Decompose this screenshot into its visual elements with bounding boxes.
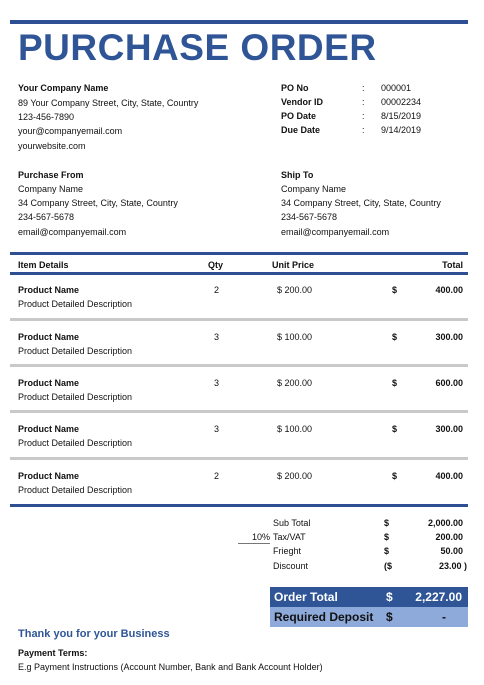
row-total: 600.00 — [435, 378, 463, 388]
po-date-value: 8/15/2019 — [381, 111, 422, 121]
row-product-name: Product Name — [18, 471, 80, 481]
order-total-value: 2,227.00 — [415, 590, 462, 604]
purchase-from-address: 34 Company Street, City, State, Country — [18, 198, 178, 208]
vendor-id-value: 00002234 — [381, 97, 422, 107]
row-product-desc: Product Detailed Description — [18, 438, 133, 448]
table-bottom-rule — [10, 504, 468, 507]
row-product-desc: Product Detailed Description — [18, 485, 133, 495]
row-qty: 2 — [214, 471, 220, 481]
row-product-name: Product Name — [18, 424, 80, 434]
deposit-label: Required Deposit — [274, 610, 374, 624]
ship-to-phone: 234-567-5678 — [281, 212, 338, 222]
po-no-label: PO No — [281, 83, 309, 93]
row-total: 300.00 — [435, 332, 463, 342]
payment-terms-label: Payment Terms: — [18, 648, 88, 658]
row-currency: $ — [392, 471, 398, 481]
discount-label: Discount — [273, 561, 309, 571]
tax-percent: 10% — [251, 532, 270, 542]
row-product-name: Product Name — [18, 285, 80, 295]
company-email: your@companyemail.com — [18, 126, 123, 136]
due-date-sep: : — [362, 125, 365, 135]
ship-to-address: 34 Company Street, City, State, Country — [281, 198, 441, 208]
col-header-qty: Qty — [208, 260, 224, 270]
subtotal-currency: $ — [384, 518, 390, 528]
row-separator — [10, 457, 468, 460]
thank-you-message: Thank you for your Business — [18, 628, 170, 640]
freight-currency: $ — [384, 546, 390, 556]
vendor-id-label: Vendor ID — [281, 97, 324, 107]
col-header-unit-price: Unit Price — [272, 260, 315, 270]
vendor-id-sep: : — [362, 97, 365, 107]
purchase-from-heading: Purchase From — [18, 170, 84, 180]
po-no-sep: : — [362, 83, 365, 93]
order-total-label: Order Total — [274, 590, 338, 604]
col-header-item: Item Details — [18, 260, 69, 270]
col-header-total: Total — [442, 260, 463, 270]
row-separator — [10, 364, 468, 367]
row-total: 400.00 — [435, 285, 463, 295]
row-unit-price: $ 200.00 — [277, 378, 313, 388]
row-product-name: Product Name — [18, 332, 80, 342]
tax-label: Tax/VAT — [273, 532, 306, 542]
deposit-currency: $ — [386, 610, 393, 624]
row-currency: $ — [392, 285, 398, 295]
freight-value: 50.00 — [440, 546, 463, 556]
deposit-value: - — [442, 610, 446, 624]
subtotal-label: Sub Total — [273, 518, 311, 528]
company-address: 89 Your Company Street, City, State, Country — [18, 98, 199, 108]
table-header-top-rule — [10, 252, 468, 255]
freight-label: Frieght — [273, 546, 302, 556]
required-deposit-box — [270, 607, 468, 627]
row-qty: 2 — [214, 285, 220, 295]
ship-to-email: email@companyemail.com — [281, 227, 390, 237]
company-website: yourwebsite.com — [18, 141, 86, 151]
ship-to-heading: Ship To — [281, 170, 314, 180]
company-phone: 123-456-7890 — [18, 112, 75, 122]
row-qty: 3 — [214, 424, 220, 434]
row-unit-price: $ 100.00 — [277, 424, 313, 434]
tax-value: 200.00 — [435, 532, 463, 542]
row-product-desc: Product Detailed Description — [18, 392, 133, 402]
row-product-desc: Product Detailed Description — [18, 346, 133, 356]
row-qty: 3 — [214, 378, 220, 388]
due-date-label: Due Date — [281, 125, 321, 135]
row-currency: $ — [392, 424, 398, 434]
page-title: PURCHASE ORDER — [18, 27, 377, 68]
discount-value: 23.00 ) — [438, 561, 467, 571]
purchase-from-email: email@companyemail.com — [18, 227, 127, 237]
due-date-value: 9/14/2019 — [381, 125, 422, 135]
row-separator — [10, 410, 468, 413]
po-date-label: PO Date — [281, 111, 317, 121]
row-qty: 3 — [214, 332, 220, 342]
row-separator — [10, 318, 468, 321]
purchase-from-phone: 234-567-5678 — [18, 212, 75, 222]
po-no-value: 000001 — [381, 83, 412, 93]
discount-currency: ($ — [384, 561, 393, 571]
row-currency: $ — [392, 332, 398, 342]
row-unit-price: $ 100.00 — [277, 332, 313, 342]
table-header-bottom-rule — [10, 272, 468, 275]
order-total-box — [270, 587, 468, 607]
po-date-sep: : — [362, 111, 365, 121]
company-name: Your Company Name — [18, 83, 109, 93]
ship-to-name: Company Name — [281, 184, 347, 194]
row-unit-price: $ 200.00 — [277, 471, 313, 481]
order-total-currency: $ — [386, 590, 393, 604]
row-currency: $ — [392, 378, 398, 388]
purchase-from-name: Company Name — [18, 184, 84, 194]
row-unit-price: $ 200.00 — [277, 285, 313, 295]
top-rule — [10, 20, 468, 24]
row-total: 400.00 — [435, 471, 463, 481]
payment-terms-text: E.g Payment Instructions (Account Number, Bank and Bank Account Holder) — [18, 662, 323, 672]
subtotal-value: 2,000.00 — [427, 518, 463, 528]
row-product-name: Product Name — [18, 378, 80, 388]
tax-currency: $ — [384, 532, 390, 542]
row-product-desc: Product Detailed Description — [18, 299, 133, 309]
row-total: 300.00 — [435, 424, 463, 434]
